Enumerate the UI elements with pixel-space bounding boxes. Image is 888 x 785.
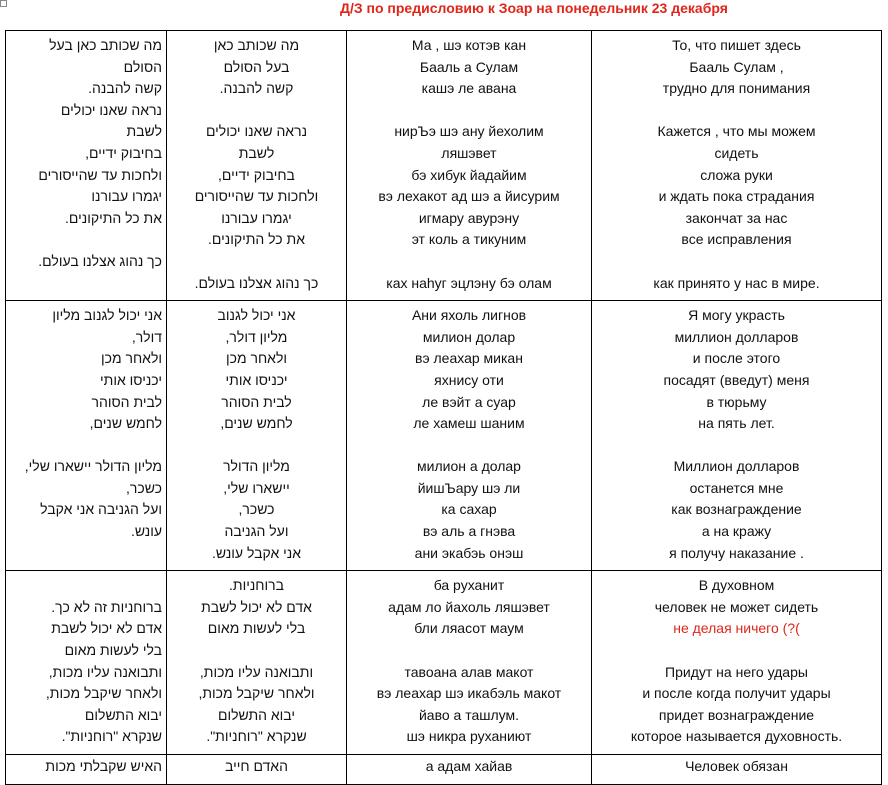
text-line: в тюрьму — [706, 393, 767, 410]
text-line: נראה שאנו יכולים — [60, 101, 162, 118]
text-line: מליון דולר, — [225, 328, 288, 345]
text-line: לבית הסוהר — [91, 393, 162, 410]
text-line: אני יכול לגנוב מליון — [52, 307, 162, 324]
text-line: אדם לא יכול לשבת — [201, 598, 312, 615]
text-line: בלי לעשות מאום — [64, 642, 162, 659]
text-line: שנקרא "רוחניות". — [206, 728, 307, 745]
text-line: מה שכותב כאן בעל — [49, 37, 162, 53]
text-line: бли ляасот маум — [414, 620, 524, 637]
text-line: Я могу украсть — [688, 307, 785, 324]
text-line: и после этого — [692, 350, 781, 367]
text-line: То, что пишет здесь — [672, 37, 801, 53]
text-line: Бааль Сулам , — [689, 58, 784, 75]
text-line: כשכר, — [125, 479, 162, 496]
text-line: трудно для понимания — [662, 80, 811, 97]
text-line: останется мне — [689, 479, 784, 496]
text-line: на пять лет. — [698, 415, 775, 432]
text-line: ועל הגניבה אני אקבל — [40, 501, 162, 518]
text-line: все исправления — [681, 231, 792, 248]
text-line: ле хамеш шаним — [413, 415, 525, 432]
text-line: вэ леахар микан — [415, 350, 523, 367]
text-line: ани экабэь онэш — [414, 544, 524, 561]
text-line: игмару авурэну — [418, 209, 520, 226]
text-line: В духовном — [698, 577, 775, 594]
text-line — [596, 100, 877, 122]
text-line: נראה שאנו יכולים — [205, 123, 308, 140]
text-line: ולאחר מכן — [225, 350, 288, 367]
text-line: לחמש שנים, — [220, 415, 293, 432]
text-line: שנקרא "רוחניות". — [61, 728, 162, 745]
text-line: אני יכול לגנוב — [217, 307, 296, 324]
text-line: бэ хибук йадайим — [411, 166, 527, 183]
text-line: את כל התיקונים. — [208, 231, 305, 248]
text-line — [171, 100, 342, 122]
text-line: а адам хайав — [425, 758, 513, 774]
text-line: מליון הדולר — [223, 458, 290, 475]
text-line: не делая ничего (?( — [673, 620, 800, 637]
text-line: посадят (введут) меня — [663, 371, 810, 388]
text-line — [10, 229, 162, 251]
translation-table — [5, 30, 882, 785]
russian-translation-cell[interactable] — [592, 301, 882, 571]
hebrew-column-a-cell[interactable] — [6, 301, 167, 571]
text-line: придет вознаграждение — [658, 706, 815, 723]
text-line — [10, 575, 162, 597]
text-line: йаво а ташлум. — [418, 706, 520, 723]
russian-translation-cell[interactable] — [592, 31, 882, 301]
text-line: ка сахар — [441, 501, 497, 518]
text-line: יבוא התשלום — [217, 706, 296, 723]
text-line: עונש. — [130, 523, 162, 540]
text-line: יבוא התשלום — [84, 706, 162, 723]
transliteration-cell[interactable] — [347, 301, 592, 571]
text-line — [171, 435, 342, 457]
hebrew-column-a-cell[interactable] — [6, 31, 167, 301]
page-title: Д/З по предисловию к Зоар на понедельник 23 декабря — [340, 0, 728, 16]
text-line: Бааль а Сулам — [419, 58, 519, 75]
text-line: דולר, — [131, 328, 162, 345]
text-line: вэ аль а гнэва — [422, 523, 516, 540]
russian-translation-cell[interactable] — [592, 755, 882, 785]
text-line: шэ никра руханиют — [406, 728, 532, 745]
text-line: יישארו שלי, — [223, 479, 290, 496]
text-line: האדם חייב — [225, 758, 288, 774]
text-line: קשה להבנה. — [88, 80, 162, 97]
text-line: בחיבוק ידיים, — [85, 144, 162, 161]
transliteration-cell[interactable] — [347, 755, 592, 785]
text-line: ках наhуг эцлэну бэ олам — [386, 274, 552, 291]
text-line: לבית הסוהר — [221, 393, 292, 410]
text-line: адам ло йахоль ляшэвет — [388, 598, 550, 615]
hebrew-column-b-cell[interactable] — [167, 301, 347, 571]
text-line: сидеть — [714, 144, 759, 161]
text-line: יכניסו אותי — [225, 371, 288, 388]
text-line: האיש שקבלתי מכות — [45, 758, 162, 774]
text-line: לשבת — [238, 144, 275, 161]
text-line: и ждать пока страдания — [658, 188, 815, 205]
text-line: בעל הסולם — [223, 58, 290, 75]
hebrew-column-b-cell[interactable] — [167, 571, 347, 755]
text-line: אני אקבל עונש. — [212, 544, 301, 561]
text-line: אדם לא יכול לשבת — [51, 620, 162, 637]
text-line: Человек обязан — [685, 758, 788, 774]
hebrew-column-b-cell[interactable] — [167, 31, 347, 301]
text-line: ולאחר שיקבל מכות, — [45, 685, 162, 702]
text-line: эт коль а тикуним — [411, 231, 527, 248]
text-line: ולאחר מכן — [100, 350, 162, 367]
text-line: йишЪару шэ ли — [417, 479, 521, 496]
text-line: יכניסו אותי — [100, 371, 162, 388]
hebrew-column-b-cell[interactable] — [167, 755, 347, 785]
text-line: ברוחניות. — [229, 577, 284, 594]
text-line: Ани яхоль лигнов — [411, 307, 527, 324]
table-row — [6, 31, 882, 301]
transliteration-cell[interactable] — [347, 571, 592, 755]
text-line: מה שכותב כאן — [213, 37, 300, 53]
text-line: מליון הדולר יישארו שלי, — [24, 458, 162, 475]
text-line: как вознаграждение — [671, 501, 802, 518]
text-line: את כל התיקונים. — [65, 209, 162, 226]
text-line: кашэ ле авана — [421, 80, 517, 97]
text-line — [10, 435, 162, 457]
text-line: я получу наказание . — [669, 544, 804, 561]
text-line: закончат за нас — [685, 209, 788, 226]
text-line: כך נהוג אצלנו בעולם. — [194, 274, 319, 291]
text-line — [171, 640, 342, 662]
text-line: Ма , шэ котэв кан — [411, 37, 527, 53]
text-line: ברוחניות זה לא כך. — [51, 598, 162, 615]
text-line: милион долар — [422, 328, 516, 345]
text-line: ляшэвет — [441, 144, 497, 161]
text-line: милион а долар — [417, 458, 521, 475]
text-line: вэ лехакот ад шэ а йисурим — [378, 188, 560, 205]
text-line — [351, 100, 587, 122]
table-row — [6, 571, 882, 755]
text-line: вэ леахар шэ икабэль макот — [376, 685, 562, 702]
text-line: כשכר, — [238, 501, 275, 518]
text-line: ולחכות עד שהייסורים — [194, 188, 319, 205]
text-line — [171, 251, 342, 273]
text-line: человек не может сидеть — [654, 598, 819, 615]
text-line: ולחכות עד שהייסורים — [38, 166, 162, 183]
text-line: בלי לעשות מאום — [207, 620, 306, 637]
hebrew-column-a-cell[interactable] — [6, 755, 167, 785]
text-line: как принято у нас в мире. — [653, 274, 820, 291]
hebrew-column-a-cell[interactable] — [6, 571, 167, 755]
text-line: а на кражу — [701, 523, 772, 540]
text-line: יגמרו עבורנו — [91, 188, 162, 205]
text-line: тавоана алав макот — [404, 663, 534, 680]
text-line: Миллион долларов — [673, 458, 800, 475]
text-line: לחמש שנים, — [89, 415, 162, 432]
text-line: יגמרו עבורנו — [221, 209, 292, 226]
table-row — [6, 301, 882, 571]
text-line: ותבואנה עליו מכות, — [199, 663, 314, 680]
text-line — [351, 640, 587, 662]
transliteration-cell[interactable] — [347, 31, 592, 301]
text-line: миллион долларов — [674, 328, 799, 345]
text-line: ותבואנה עליו מכות, — [48, 663, 162, 680]
text-line: בחיבוק ידיים, — [218, 166, 295, 183]
text-line — [351, 435, 587, 457]
text-line: которое называется духовность. — [630, 728, 843, 745]
russian-translation-cell[interactable] — [592, 571, 882, 755]
text-line: сложа руки — [700, 166, 773, 183]
text-line — [596, 640, 877, 662]
text-line: כך נהוג אצלנו בעולם. — [38, 252, 162, 269]
table-row — [6, 755, 882, 785]
text-line: нирЪэ шэ ану йехолим — [394, 123, 544, 140]
text-line: הסולם — [123, 58, 162, 75]
text-line: קשה להבנה. — [219, 80, 294, 97]
text-line: и после когда получит удары — [642, 685, 831, 702]
text-line: ле вэйт а суар — [422, 393, 516, 410]
text-line: ולאחר שיקבל מכות, — [198, 685, 315, 702]
text-line — [596, 435, 877, 457]
text-line: ועל הגניבה — [224, 523, 289, 540]
text-line: ба руханит — [433, 577, 505, 594]
text-line: яхнису оти — [434, 371, 504, 388]
text-line: Кажется , что мы можем — [657, 123, 816, 140]
text-line — [596, 251, 877, 273]
text-line: לשבת — [126, 123, 162, 140]
table-move-handle[interactable] — [0, 0, 7, 7]
text-line — [351, 251, 587, 273]
text-line: Придут на него удары — [665, 663, 808, 680]
